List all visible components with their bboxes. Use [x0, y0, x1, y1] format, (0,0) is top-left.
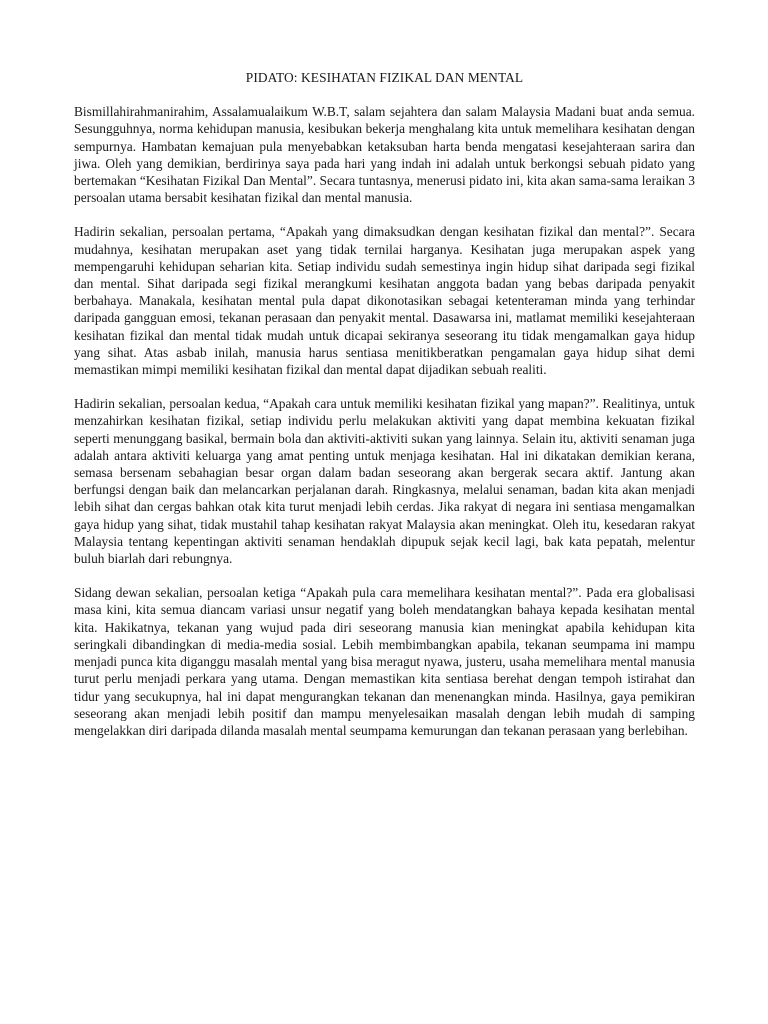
document-title: PIDATO: KESIHATAN FIZIKAL DAN MENTAL: [245, 70, 524, 85]
paragraph-intro: Bismillahirahmanirahim, Assalamualaikum W.B.T, salam sejahtera dan salam Malaysia Madani buat anda semua. Sesungguhnya, norma kehidupan manusia, kesibukan bekerja menghalang kita untuk memelihara kesihatan dengan sempurnya. Hambatan kemajuan pula menyebabkan ketaksuban harta benda mengatasi kesejahteraan sarira dan jiwa. Oleh yang demikian, berdirinya saya pada hari yang indah ini adalah untuk berkongsi sebuah pidato yang bertemakan “Kesihatan Fizikal Dan Mental”. Secara tuntasnya, menerusi pidato ini, kita akan sama-sama leraikan 3 persoalan utama bersabit kesihatan fizikal dan mental manusia.: [74, 104, 695, 206]
paragraph-second-question: Hadirin sekalian, persoalan kedua, “Apakah cara untuk memiliki kesihatan fizikal yang mapan?”. Realitinya, untuk menzahirkan kesihatan fizikal, setiap individu perlu melakukan aktiviti yang dapat membina kekuatan fizikal seperti menunggang basikal, bermain bola dan aktiviti-aktiviti sukan yang lainnya. Selain itu, aktiviti senaman juga adalah antara aktiviti keluarga yang amat penting untuk menjaga kesihatan. Hal ini dikatakan demikian kerana, semasa bersenam sebahagian besar organ dalam badan seseorang akan bergerak secara aktif. Jantung akan berfungsi dengan baik dan melancarkan perjalanan darah. Ringkasnya, melalui senaman, badan kita akan menjadi lebih sihat dan cergas bahkan otak kita turut menjadi lebih cerdas. Jika rakyat di negara ini sentiasa mengamalkan gaya hidup yang sihat, tidak mustahil tahap kesihatan rakyat Malaysia akan meningkat. Oleh itu, kesedaran rakyat Malaysia tentang kepentingan aktiviti senaman hendaklah dipupuk sejak kecil lagi, bak kata pepatah, melentur buluh biarlah dari rebungnya.: [74, 396, 695, 567]
paragraph-third-question: Sidang dewan sekalian, persoalan ketiga “Apakah pula cara memelihara kesihatan mental?”. Pada era globalisasi masa kini, kita semua diancam variasi unsur negatif yang boleh mendatangkan bahaya kepada kesihatan mental kita. Hakikatnya, tekanan yang wujud pada diri seseorang manusia kian meningkat apabila kehidupan kita seringkali dibandingkan di media-media sosial. Lebih membimbangkan apabila, tekanan seumpama ini mampu menjadi punca kita diganggu masalah mental yang bisa meragut nyawa, justeru, usaha memelihara mental manusia turut perlu menjadi perkara yang utama. Dengan memastikan kita sentiasa berehat dengan tempoh istirahat dan tidur yang secukupnya, hal ini dapat mengurangkan tekanan dan menenangkan minda. Hasilnya, gaya pemikiran seseorang akan menjadi lebih positif dan mampu menyelesaikan masalah dengan lebih mudah di samping mengelakkan diri daripada dilanda masalah mental seumpama kemurungan dan tekanan perasaan yang berlebihan.: [74, 585, 695, 738]
paragraph-first-question: Hadirin sekalian, persoalan pertama, “Apakah yang dimaksudkan dengan kesihatan fizikal dan mental?”. Secara mudahnya, kesihatan merupakan aset yang tidak ternilai harganya. Kesihatan juga merupakan aspek yang mempengaruhi kehidupan seharian kita. Setiap individu sudah semestinya ingin hidup sihat daripada segi fizikal dan mental. Sihat daripada segi fizikal merangkumi kesihatan anggota badan yang bebas daripada penyakit berbahaya. Manakala, kesihatan mental pula dapat dikonotasikan sebagai ketenteraman minda yang terhindar daripada gangguan emosi, tekanan perasaan dan penyakit mental. Dasawarsa ini, matlamat memiliki kesejahteraan kesihatan fizikal dan mental tidak mudah untuk dicapai sekiranya seseorang itu tidak mengamalkan gaya hidup yang sihat. Atas asbab inilah, manusia harus sentiasa menitikberatkan pengamalan gaya hidup sihat demi memastikan mimpi memiliki kesihatan fizikal dan mental dapat dijadikan sebuah realiti.: [74, 224, 695, 378]
